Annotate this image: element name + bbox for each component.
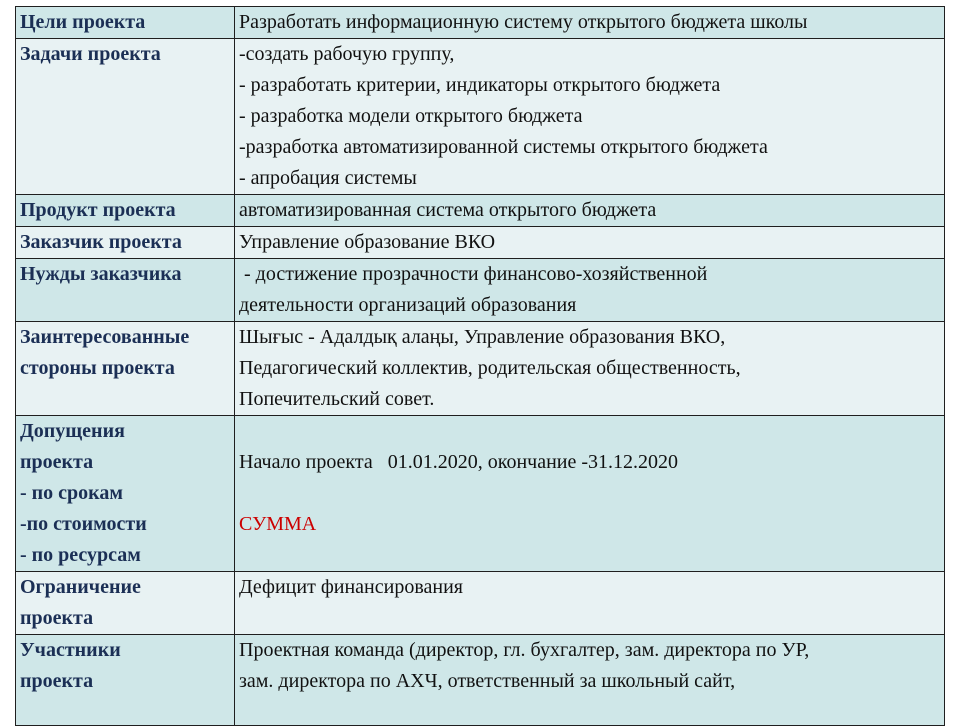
task-item: -создать рабочую группу,	[239, 43, 455, 65]
label-customer-needs	[16, 259, 235, 322]
value-tasks	[235, 39, 945, 195]
label-customer	[16, 227, 235, 259]
value-goals-line: Разработать информационную систему открытого бюджета школы	[239, 11, 808, 33]
label-assumptions-line: проекта	[20, 451, 94, 473]
stakeholder-line: Попечительский совет.	[239, 388, 435, 410]
participants-line: Проектная команда (директор, гл. бухгалтер, зам. директора по УР,	[239, 639, 810, 661]
project-dates: Начало проекта 01.01.2020, окончание -31.12.2020	[239, 451, 679, 473]
value-participants	[235, 635, 945, 726]
value-constraints	[235, 572, 945, 635]
label-goals-line: Цели проекта	[20, 11, 146, 33]
label-tasks-line: Задачи проекта	[20, 43, 161, 65]
label-assumptions	[16, 416, 235, 572]
row-participants	[16, 635, 945, 726]
label-customer-line: Заказчик проекта	[20, 231, 182, 253]
label-participants	[16, 635, 235, 726]
value-customer-needs	[235, 259, 945, 322]
task-item: - апробация системы	[239, 167, 417, 189]
label-tasks	[16, 39, 235, 195]
row-customer-needs	[16, 259, 945, 322]
needs-line: - достижение прозрачности финансово-хозяйственной	[239, 263, 708, 285]
stakeholder-line: Шығыс - Адалдық алаңы, Управление образования ВКО,	[239, 326, 726, 348]
label-product	[16, 195, 235, 227]
value-product	[235, 195, 945, 227]
row-stakeholders	[16, 322, 945, 416]
row-constraints	[16, 572, 945, 635]
value-goals	[235, 7, 945, 39]
project-charter-table	[15, 6, 945, 726]
label-goals	[16, 7, 235, 39]
label-assumptions-line: Допущения	[20, 420, 125, 442]
value-stakeholders	[235, 322, 945, 416]
label-constraints-line: проекта	[20, 607, 94, 629]
task-item: -разработка автоматизированной системы открытого бюджета	[239, 136, 768, 158]
spacer	[239, 416, 940, 447]
value-product-line: автоматизированная система открытого бюджета	[239, 199, 657, 221]
row-tasks	[16, 39, 945, 195]
participants-line: зам. директора по АХЧ, ответственный за школьный сайт,	[239, 670, 736, 692]
stakeholder-line: Педагогический коллектив, родительская общественность,	[239, 357, 741, 379]
label-assumptions-line: - по ресурсам	[20, 544, 141, 566]
label-product-line: Продукт проекта	[20, 199, 176, 221]
spacer	[239, 478, 940, 509]
value-customer-line: Управление образование ВКО	[239, 231, 496, 253]
task-item: - разработка модели открытого бюджета	[239, 105, 583, 127]
label-constraints-line: Ограничение	[20, 576, 141, 598]
label-customer-needs-line: Нужды заказчика	[20, 263, 182, 285]
label-participants-line: проекта	[20, 670, 94, 692]
value-customer	[235, 227, 945, 259]
label-stakeholders-line: Заинтересованные	[20, 326, 190, 348]
value-constraints-line: Дефицит финансирования	[239, 576, 464, 598]
sum-placeholder: СУММА	[239, 513, 317, 535]
label-assumptions-line: -по стоимости	[20, 513, 147, 535]
value-assumptions	[235, 416, 945, 572]
label-participants-line: Участники	[20, 639, 121, 661]
row-goals	[16, 7, 945, 39]
label-assumptions-line: - по срокам	[20, 482, 124, 504]
label-stakeholders	[16, 322, 235, 416]
label-stakeholders-line: стороны проекта	[20, 357, 175, 379]
row-assumptions	[16, 416, 945, 572]
row-customer	[16, 227, 945, 259]
needs-line: деятельности организаций образования	[239, 294, 577, 316]
label-constraints	[16, 572, 235, 635]
task-item: - разработать критерии, индикаторы открытого бюджета	[239, 74, 721, 96]
row-product	[16, 195, 945, 227]
